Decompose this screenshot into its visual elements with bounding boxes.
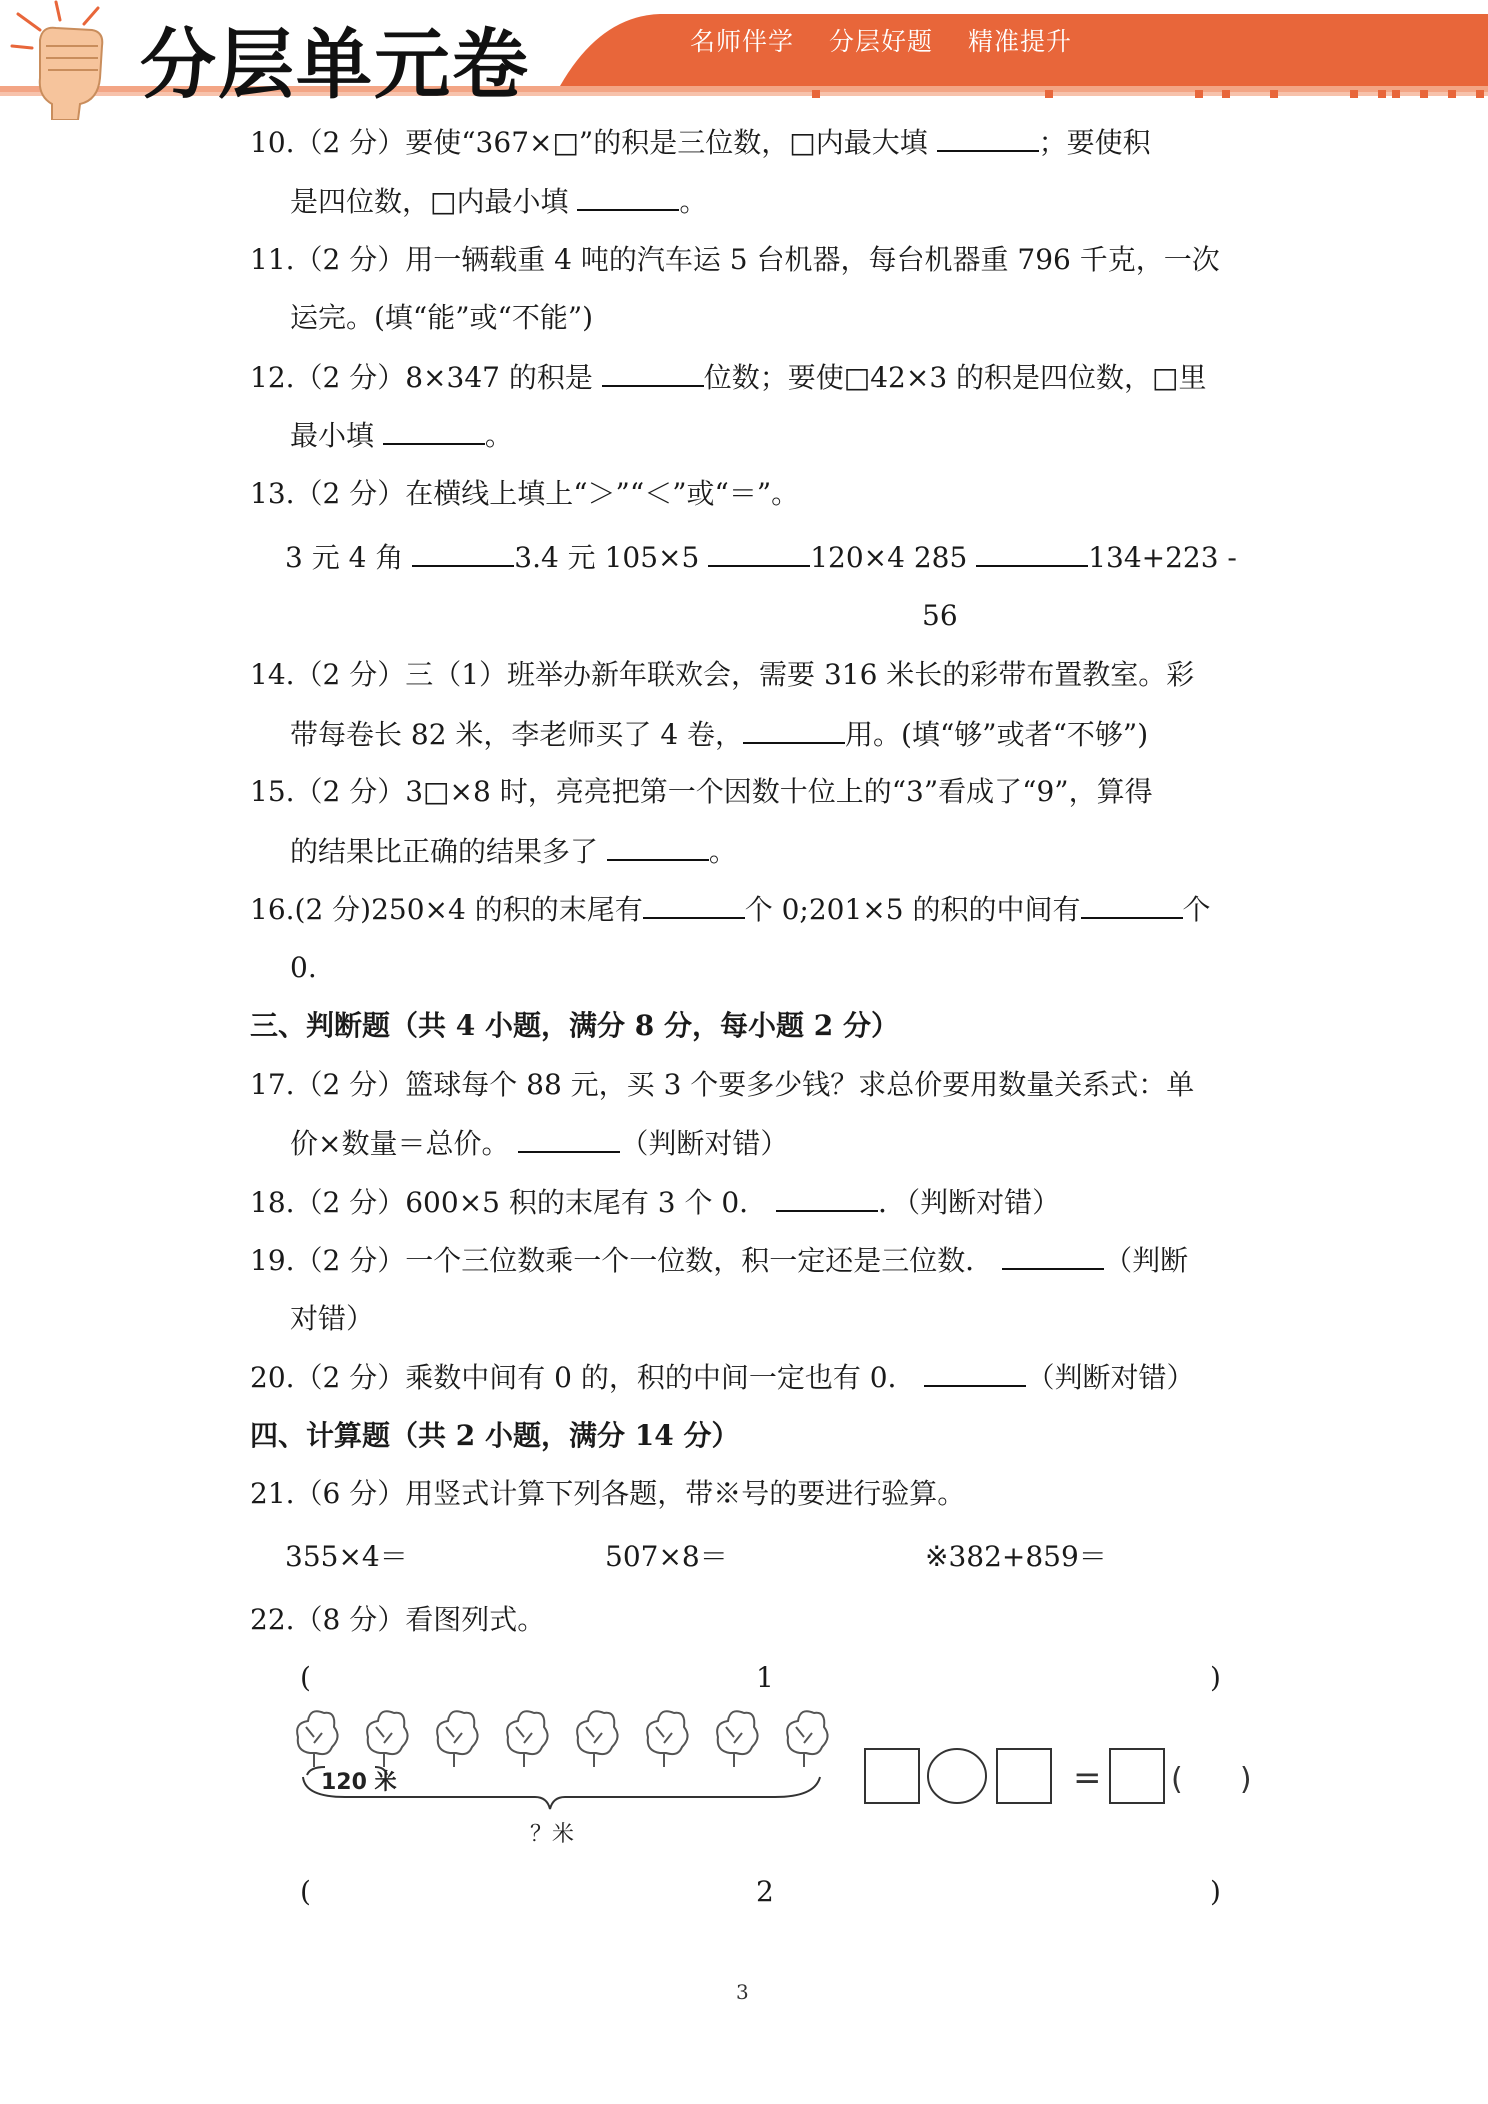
answer-blank[interactable]: [412, 537, 514, 567]
answer-blank[interactable]: [976, 537, 1088, 567]
question-16: 16.(2 分)250×4 的积的末尾有 个 0;201×5 的积的中间有 个: [250, 889, 1211, 930]
question-15-cont: 的结果比正确的结果多了 。: [290, 831, 737, 872]
question-11-cont: 运完。(填“能”或“不能”): [290, 301, 594, 334]
operator-circle[interactable]: [928, 1749, 986, 1803]
calc-1: 355×4＝: [285, 1540, 408, 1573]
answer-blank[interactable]: [1081, 889, 1183, 919]
question-11: 11.（2 分）用一辆载重 4 吨的汽车运 5 台机器，每台机器重 796 千克，一次: [250, 243, 1220, 276]
tree-diagram: [285, 1705, 1285, 1875]
question-12-cont: 最小填 。: [290, 415, 513, 456]
answer-box-3[interactable]: [1110, 1749, 1164, 1803]
slogan-1: 名师伴学: [690, 27, 795, 56]
answer-blank[interactable]: [643, 889, 745, 919]
answer-blank[interactable]: [776, 1182, 878, 1212]
answer-box-2[interactable]: [997, 1749, 1051, 1803]
paren-1-number: 1: [756, 1661, 774, 1694]
question-14-cont: 带每卷长 82 米，李老师买了 4 卷， 用。(填“够”或者“不够”): [290, 714, 1148, 755]
question-20: 20.（2 分）乘数中间有 0 的，积的中间一定也有 0． （判断对错）: [250, 1357, 1195, 1398]
question-17-cont: 价×数量＝总价。 （判断对错）: [290, 1123, 788, 1164]
answer-blank[interactable]: [924, 1357, 1026, 1387]
answer-blank[interactable]: [1002, 1240, 1104, 1270]
question-13-items: 3 元 4 角 3.4 元 105×5 120×4 285 134+223 -: [285, 537, 1237, 578]
answer-box-1[interactable]: [865, 1749, 919, 1803]
answer-blank[interactable]: [518, 1123, 620, 1153]
paren-2-right: ): [1210, 1875, 1221, 1908]
page-number: 3: [736, 1980, 749, 2004]
slogan-2: 分层好题: [828, 27, 933, 56]
paren-1-left: (: [300, 1661, 311, 1694]
question-17: 17.（2 分）篮球每个 88 元，买 3 个要多少钱？求总价要用数量关系式：单: [250, 1068, 1195, 1101]
total-label: ？米: [530, 1822, 575, 1847]
answer-blank[interactable]: [577, 181, 679, 211]
answer-blank[interactable]: [708, 537, 810, 567]
question-10-cont: 是四位数，□内最小填 。: [290, 181, 707, 222]
paren-2-number: 2: [756, 1875, 774, 1908]
header-title: 分层单元卷: [140, 20, 530, 109]
question-15: 15.（2 分）3□×8 时，亮亮把第一个因数十位上的“3”看成了“9”，算得: [250, 775, 1153, 808]
answer-blank[interactable]: [383, 415, 485, 445]
question-18: 18.（2 分）600×5 积的末尾有 3 个 0． ．（判断对错）: [250, 1182, 1060, 1223]
question-19-cont: 对错）: [290, 1302, 375, 1335]
question-13: 13.（2 分）在横线上填上“＞”“＜”或“＝”。: [250, 477, 800, 510]
tree-icons: [297, 1711, 827, 1767]
question-21: 21.（6 分）用竖式计算下列各题，带※号的要进行验算。: [250, 1477, 966, 1510]
question-19: 19.（2 分）一个三位数乘一个一位数，积一定还是三位数． （判断: [250, 1240, 1188, 1281]
question-12: 12.（2 分）8×347 的积是 位数；要使□42×3 的积是四位数，□里: [250, 357, 1207, 398]
answer-blank[interactable]: [602, 357, 704, 387]
equals-sign: =: [1073, 1758, 1102, 1798]
unit-paren: ( ): [1171, 1762, 1252, 1797]
answer-blank[interactable]: [937, 122, 1039, 152]
header-slogan: [690, 22, 1098, 58]
answer-blank[interactable]: [607, 831, 709, 861]
answer-blank[interactable]: [743, 714, 845, 744]
paren-2-left: (: [300, 1875, 311, 1908]
section-4-heading: 四、计算题（共 2 小题，满分 14 分）: [250, 1419, 740, 1452]
calc-3: ※382+859＝: [925, 1540, 1107, 1573]
tree-figure: [285, 1705, 1285, 1875]
page-header: [0, 0, 1488, 120]
slogan-3: 精准提升: [967, 27, 1072, 56]
distance-label: 120 米: [321, 1770, 397, 1795]
paren-1-right: ): [1210, 1661, 1221, 1694]
question-13-cont: 56: [922, 599, 958, 632]
question-14: 14.（2 分）三（1）班举办新年联欢会，需要 316 米长的彩带布置教室。彩: [250, 658, 1195, 691]
calc-2: 507×8＝: [605, 1540, 728, 1573]
question-22: 22.（8 分）看图列式。: [250, 1603, 546, 1636]
section-3-heading: 三、判断题（共 4 小题，满分 8 分，每小题 2 分）: [250, 1009, 899, 1042]
fist-logo-icon: [12, 2, 102, 120]
question-16-cont: 0.: [290, 951, 317, 984]
question-10: 10.（2 分）要使“367×□”的积是三位数，□内最大填 ；要使积: [250, 122, 1151, 163]
